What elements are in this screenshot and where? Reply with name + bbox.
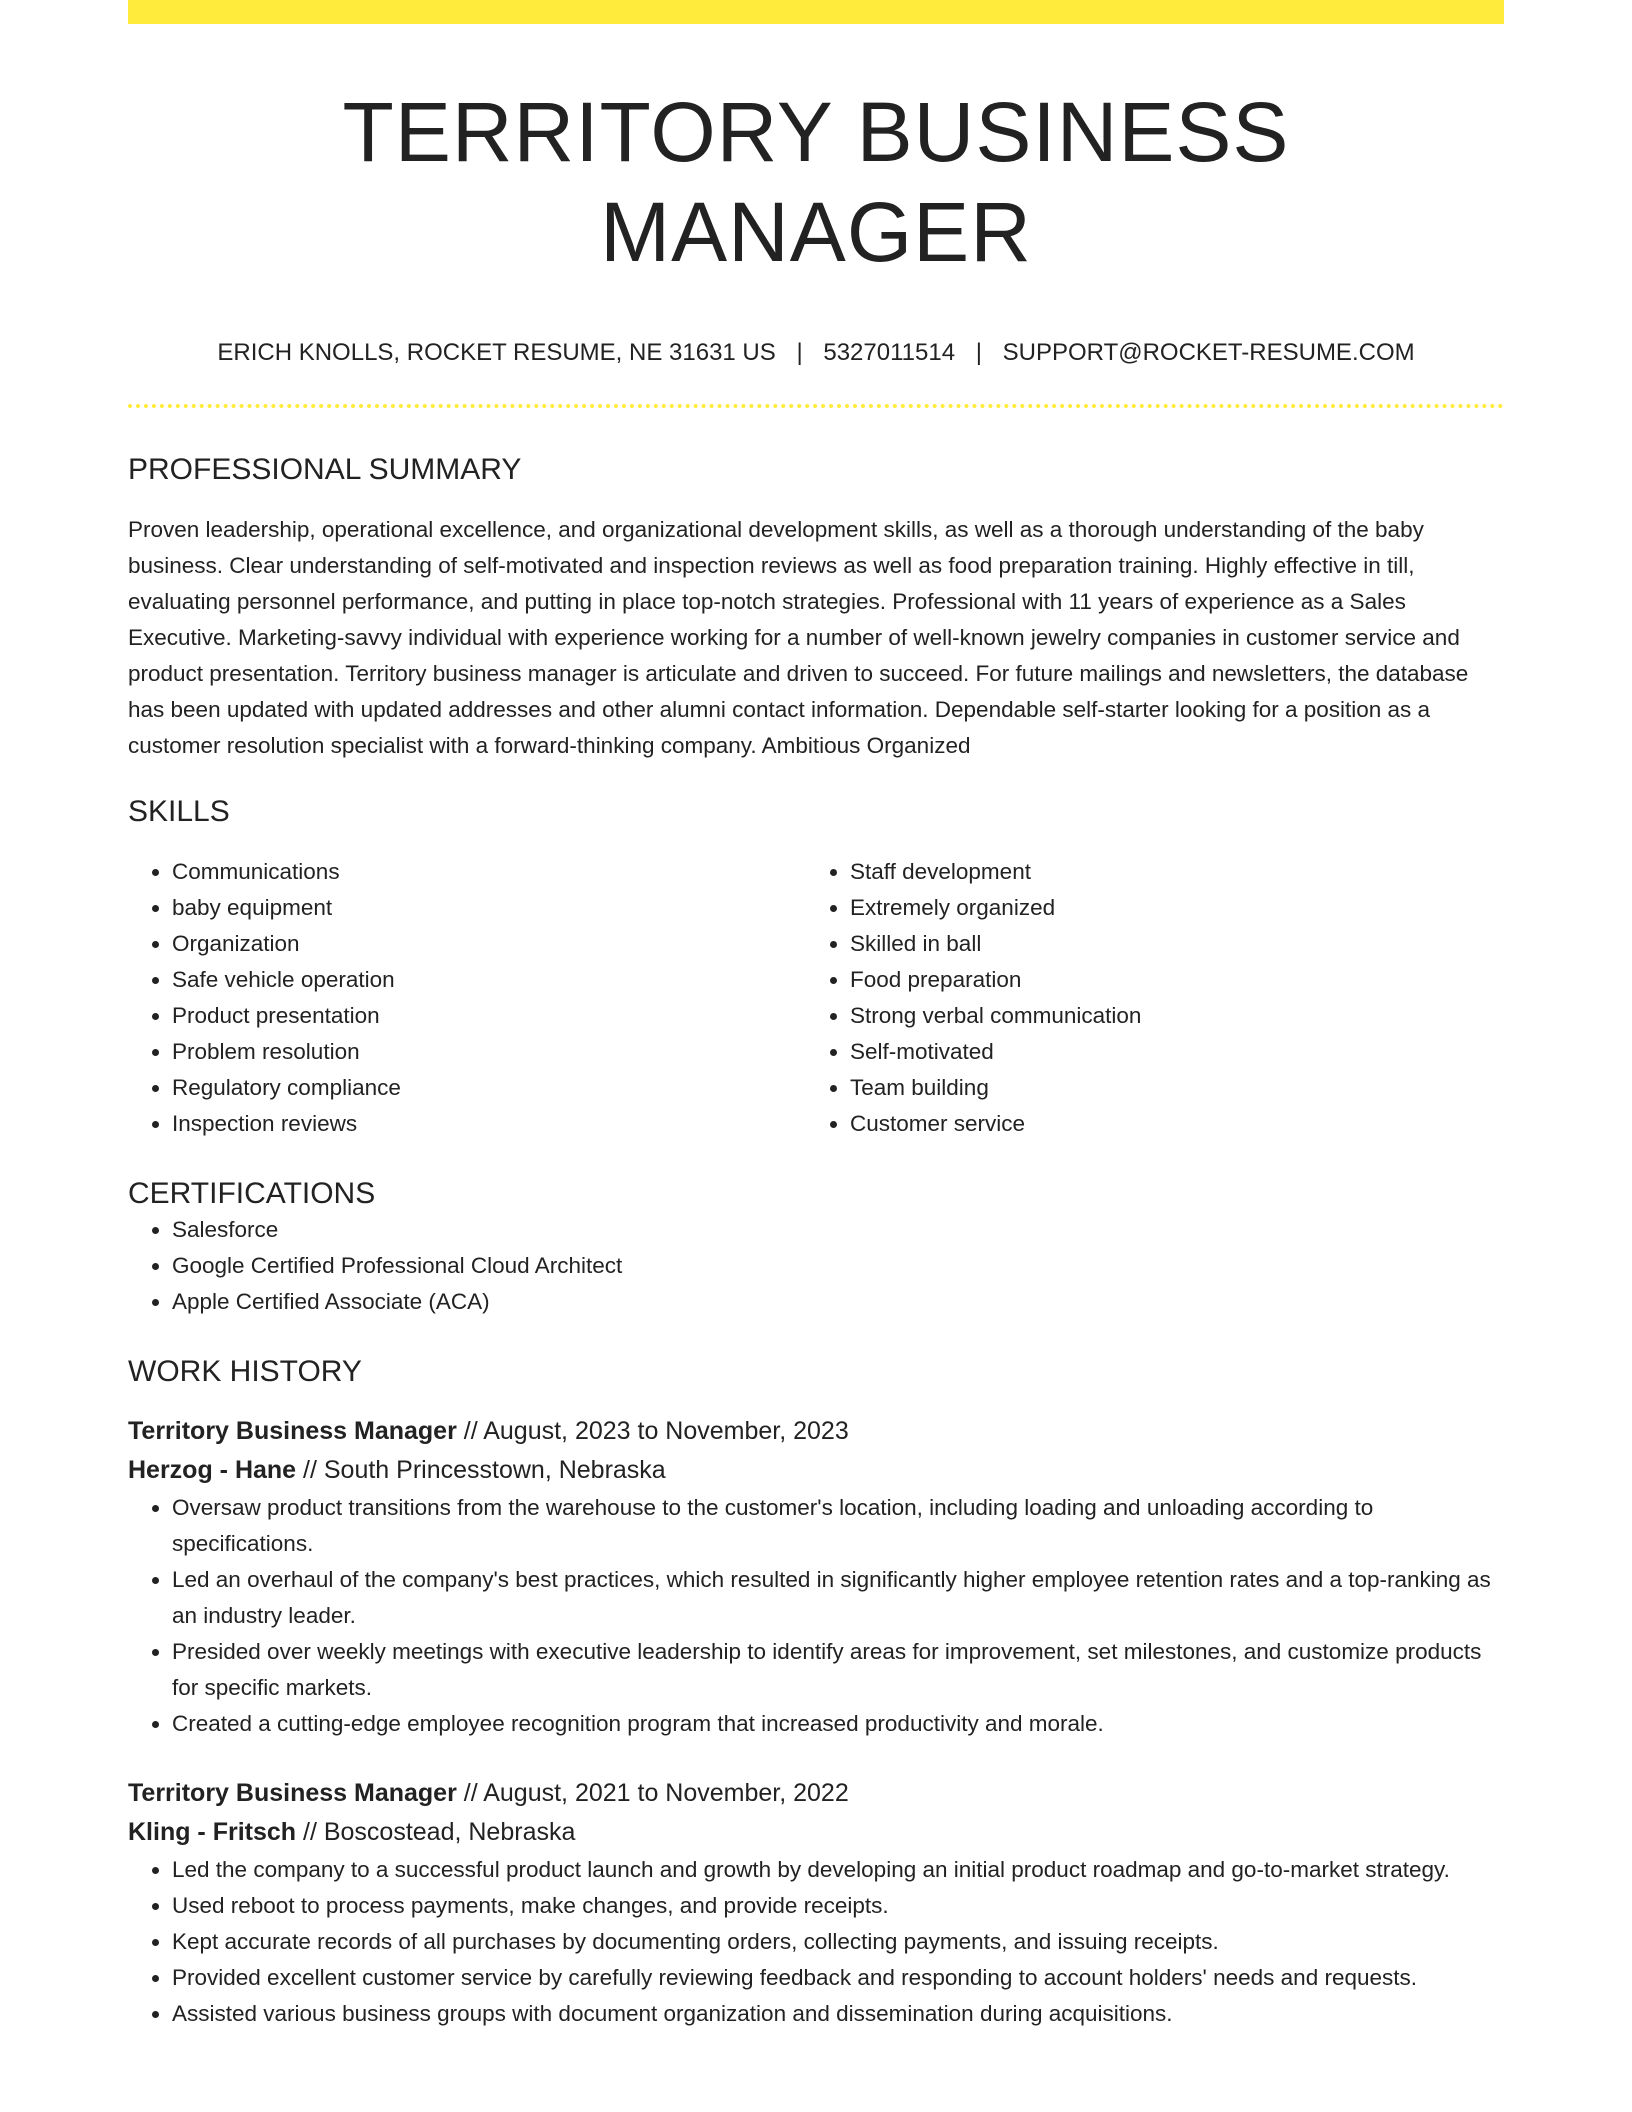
- work-history-heading: WORK HISTORY: [128, 1355, 362, 1388]
- certification-item: • Apple Certified Associate (ACA): [172, 1284, 1504, 1320]
- accent-top-bar: [128, 0, 1504, 24]
- skill-item: • Product presentation: [172, 998, 806, 1034]
- job-company-line: [128, 1813, 1504, 1852]
- job-bullet: • Kept accurate records of all purchases by documenting orders, collecting payments, and issuing receipts.: [172, 1924, 1504, 1960]
- skills-column-left: [128, 854, 806, 1142]
- summary-text: Proven leadership, operational excellence, and organizational development skills, as well as a thorough understanding of the baby business. Clear understanding of self-motivated and inspection reviews as well as food preparation training. Highly effective in till, evaluating personnel performance, and putting in place top-notch strategies. Professional with 11 years of experience as a Sales Executive. Marketing-savvy individual with experience working for a number of well-known jewelry companies in customer service and product presentation. Territory business manager is articulate and driven to succeed. For future mailings and newsletters, the database has been updated with updated addresses and other alumni contact information. Dependable self-starter looking for a position as a customer resolution specialist with a forward-thinking company. Ambitious Organized: [128, 517, 1469, 758]
- skill-item: • Self-motivated: [850, 1034, 1484, 1070]
- job-location: // Boscostead, Nebraska: [296, 1818, 576, 1846]
- header-divider: [128, 404, 1504, 408]
- job-entry: [128, 1774, 1504, 2032]
- skill-item: • Staff development: [850, 854, 1484, 890]
- skill-item: • baby equipment: [172, 890, 806, 926]
- skills-column-right: [806, 854, 1484, 1142]
- contact-address: ERICH KNOLLS, ROCKET RESUME, NE 31631 US: [217, 339, 776, 366]
- contact-email: SUPPORT@ROCKET-RESUME.COM: [1002, 339, 1415, 366]
- job-entry: [128, 1412, 1504, 1742]
- job-bullets: [128, 1852, 1504, 2032]
- certifications-heading: CERTIFICATIONS: [128, 1177, 376, 1210]
- skill-item: • Problem resolution: [172, 1034, 806, 1070]
- certification-item: • Google Certified Professional Cloud Architect: [172, 1248, 1504, 1284]
- skill-item: • Skilled in ball: [850, 926, 1484, 962]
- skill-item: • Organization: [172, 926, 806, 962]
- skill-item: • Strong verbal communication: [850, 998, 1484, 1034]
- job-bullet: • Led an overhaul of the company's best practices, which resulted in significantly higher employee retention rates and a top-ranking as an industry leader.: [172, 1562, 1504, 1634]
- contact-line: [128, 338, 1504, 368]
- skill-item: • Regulatory compliance: [172, 1070, 806, 1106]
- skill-item: • Team building: [850, 1070, 1484, 1106]
- job-bullet: • Presided over weekly meetings with executive leadership to identify areas for improvement, set milestones, and customize products for specific markets.: [172, 1634, 1504, 1706]
- job-bullet: • Created a cutting-edge employee recognition program that increased productivity and morale.: [172, 1706, 1504, 1742]
- skill-item: • Safe vehicle operation: [172, 962, 806, 998]
- job-bullet: • Oversaw product transitions from the warehouse to the customer's location, including loading and unloading according to specifications.: [172, 1490, 1504, 1562]
- job-title-line: [128, 1774, 1504, 1813]
- certifications-list: [128, 1212, 1504, 1320]
- skills-list-right: [806, 854, 1484, 1142]
- contact-separator: |: [796, 339, 803, 366]
- job-dates: // August, 2023 to November, 2023: [456, 1417, 849, 1445]
- job-bullet: • Provided excellent customer service by carefully reviewing feedback and responding to account holders' needs and requests.: [172, 1960, 1504, 1996]
- job-title-line: [128, 1412, 1504, 1451]
- skill-item: • Customer service: [850, 1106, 1484, 1142]
- skill-item: • Extremely organized: [850, 890, 1484, 926]
- contact-separator: |: [975, 339, 982, 366]
- certification-item: • Salesforce: [172, 1212, 1504, 1248]
- job-title: Territory Business Manager: [128, 1779, 457, 1807]
- job-bullets: [128, 1490, 1504, 1742]
- skill-item: • Communications: [172, 854, 806, 890]
- skills-heading: SKILLS: [128, 795, 230, 828]
- job-location: // South Princesstown, Nebraska: [296, 1456, 666, 1484]
- job-company: Kling - Fritsch: [128, 1818, 297, 1846]
- resume-page: [128, 0, 1504, 2032]
- job-bullet: • Assisted various business groups with document organization and dissemination during acquisitions.: [172, 1996, 1504, 2032]
- summary-heading: PROFESSIONAL SUMMARY: [128, 453, 522, 486]
- job-dates: // August, 2021 to November, 2022: [456, 1779, 849, 1807]
- job-bullet: • Led the company to a successful product launch and growth by developing an initial product roadmap and go-to-market strategy.: [172, 1852, 1504, 1888]
- job-company: Herzog - Hane: [128, 1456, 297, 1484]
- job-bullet: • Used reboot to process payments, make changes, and provide receipts.: [172, 1888, 1504, 1924]
- skills-columns: [128, 854, 1504, 1142]
- resume-title: TERRITORY BUSINESS MANAGER: [342, 85, 1290, 279]
- skill-item: • Inspection reviews: [172, 1106, 806, 1142]
- contact-phone: 5327011514: [823, 339, 956, 366]
- skill-item: • Food preparation: [850, 962, 1484, 998]
- skills-list-left: [128, 854, 806, 1142]
- job-title: Territory Business Manager: [128, 1417, 457, 1445]
- job-company-line: [128, 1451, 1504, 1490]
